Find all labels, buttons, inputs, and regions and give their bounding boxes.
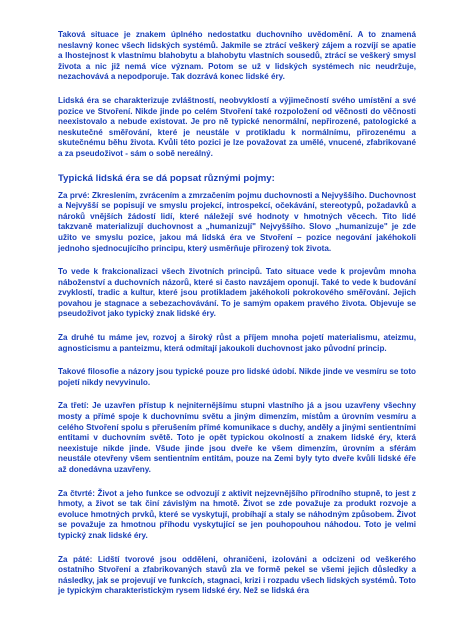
paragraph-7: Za třetí: Je uzavřen přístup k nejniternějšímu stupni vlastního já a jsou uzavřeny všechny mosty a přímé spoje k duchovnímu světu a jiným dimenzím, místům a úrovním vesmíru a celého Stvoření spolu s přerušením přímé komunikace s duchy, anděly a jinými sentientními entitami v duchovním světě. Toto je opět typickou okolností a znakem lidské éry, která neexistuje nikde jinde. Všude jinde jsou dveře ke všem dimenzím, úrovním a sférám neustále otevřeny všem sentientním entitám, pouze na Zemi byly tyto dveře kvůli lidské éře až donedávna uzavřeny. xyxy=(58,401,416,474)
paragraph-4: To vede k frakcionalizaci všech životních principů. Tato situace vede k projevům mnoha náboženství a duchovních názorů, které si často navzájem oponují. Také to vede k budování zvyklostí, tradic a kultur, které jsou protikladem jakéhokoli pokrokového směřování. Jejich povahou je stagnace a sebezachovávání. To je samým opakem pravého života. Objevuje se pseudoživot jako typický znak lidské éry. xyxy=(58,267,416,319)
paragraph-6: Takové filosofie a názory jsou typické pouze pro lidské údobí. Nikde jinde ve vesmíru se toto pojetí nikdy nevyvinulo. xyxy=(58,367,416,387)
paragraph-9: Za páté: Lidští tvorové jsou odděleni, ohraničeni, izolováni a odcizeni od veškerého ostatního Stvoření a zfabrikovaných stavů zla ve formě pekel se všemi jejich důsledky a následky, jak se projevují ve funkcích, stagnaci, krizi i rozpadu všech lidských systémů. Toto je typickým charakteristickým rysem lidské éry. Než se lidská éra xyxy=(58,554,416,596)
paragraph-3: Za prvé: Zkreslením, zvrácením a zmrzačením pojmu duchovnosti a Nejvyššího. Duchovnost a Nejvyšší se popisují ve smyslu projekcí, introspekcí, očekávání, stereotypů, požadavků a nároků vnějších žádostí lidí, které náležejí své hodnoty v hmotných věcech. Tito lidé takzvaně materializují duchovnost a „humanizují" Nejvyššího. Slovo „humanizuje" je zde užito ve smyslu pozice, jakou má lidská éra ve Stvoření – pozice negování jakéhokoli jednoho sjednocujícího principu, který usměrňuje přirozený tok života. xyxy=(58,190,416,253)
section-heading: Typická lidská éra se dá popsat různými pojmy: xyxy=(58,172,275,184)
paragraph-2: Lidská éra se charakterizuje zvláštností, neobvyklostí a výjimečností svého umístění a své pozice ve Stvoření. Nikde jinde po celém Stvoření také rozpoložení od věčnosti do věčnosti neexistovalo a nebude existovat. Je pro ně typické nenormální, nepřirozené, patologické a neskutečné směřování, které je neustále v protikladu k normálnímu, přirozenému a skutečnému běhu života. Kvůli této pozici je lze považovat za umělé, vnucené, zfabrikované a za pseudoživot - sám o sobě nereálný. xyxy=(58,95,416,158)
paragraph-5: Za druhé tu máme jev, rozvoj a široký růst a příjem mnoha pojetí materialismu, ateizmu, agnosticismu a panteizmu, která odmítají jakoukoli duchovnost jako původní princip. xyxy=(58,333,416,353)
paragraph-1: Taková situace je znakem úplného nedostatku duchovního uvědomění. A to znamená neslavný konec všech lidských systémů. Jakmile se ztrácí veškerý zájem a rozvíjí se apatie a lhostejnost k vlastnímu blahobytu a blahobytu vlastních sousedů, ztrácí se veškerý smysl života a nic již nemá více význam. Potom se už v lidských systémech nic neudržuje, nezachovává a nepodporuje. Tak dozrává konec lidské éry. xyxy=(58,30,416,82)
paragraph-8: Za čtvrté: Život a jeho funkce se odvozují z aktivit nejzevnějšího přírodního stupně, to jest z hmoty, a život se tak činí závislým na hmotě. Život se zde považuje za produkt rozvoje a evoluce hmotných prvků, které se vyskytují, probíhají a staly se náhodným způsobem. Život se považuje za hmotnou příhodu vyskytující se jen pouhopouhou náhodou. Toto je velmi typický znak lidské éry. xyxy=(58,488,416,540)
